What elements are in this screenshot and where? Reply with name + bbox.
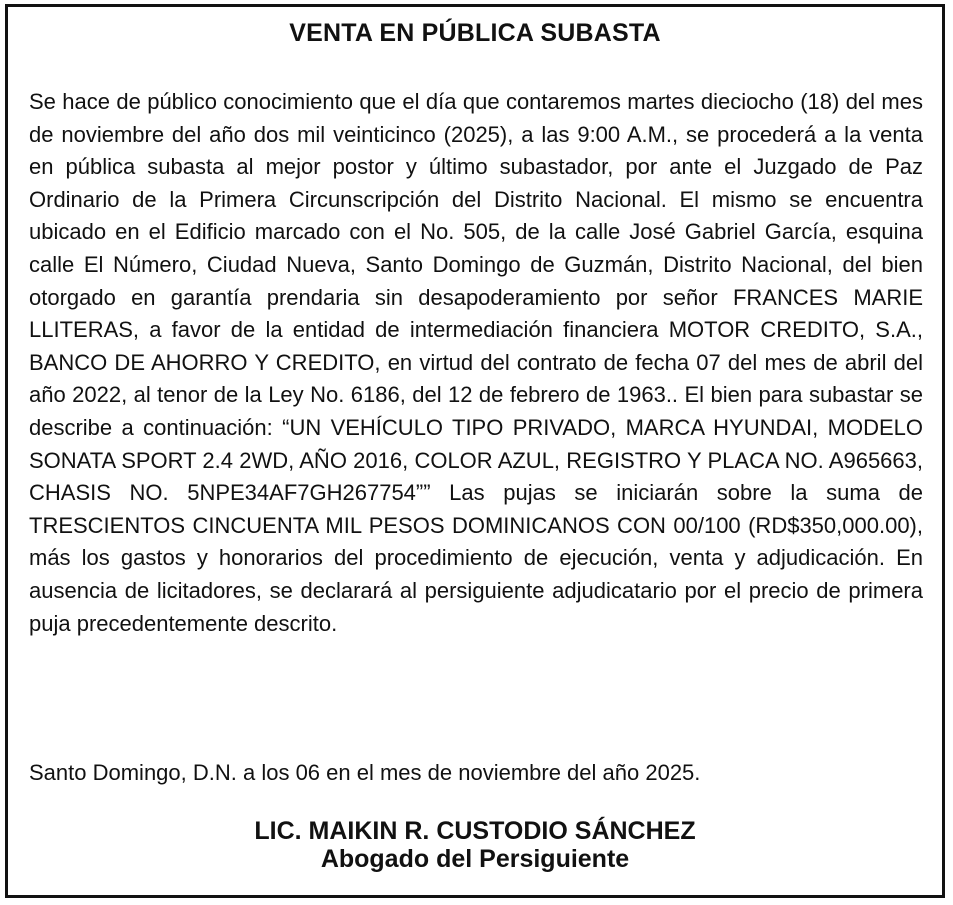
notice-title: VENTA EN PÚBLICA SUBASTA bbox=[289, 19, 661, 47]
notice-frame bbox=[5, 4, 945, 898]
notice-body: Se hace de público conocimiento que el día que contaremos martes dieciocho (18) del mes de noviembre del año dos mil veinticinco (2025), a las 9:00 A.M., se procederá a la venta en pública subasta al mejor postor y último subastador, por ante el Juzgado de Paz Ordinario de la Primera Circunscripción del Distrito Nacional. El mismo se encuentra ubicado en el Edificio marcado con el No. 505, de la calle José Gabriel García, esquina calle El Número, Ciudad Nueva, Santo Domingo de Guzmán, Distrito Nacional, del bien otorgado en garantía prendaria sin desapoderamiento por señor FRANCES MARIE LLITERAS, a favor de la entidad de intermediación financiera MOTOR CREDITO, S.A., BANCO DE AHORRO Y CREDITO, en virtud del contrato de fecha 07 del mes de abril del año 2022, al tenor de la Ley No. 6186, del 12 de febrero de 1963.. El bien para subastar se describe a continuación: “UN VEHÍCULO TIPO PRIVADO, MARCA HYUNDAI, MODELO SONATA SPORT 2.4 2WD, AÑO 2016, COLOR AZUL, REGISTRO Y PLACA NO. A965663, CHASIS NO. 5NPE34AF7GH267754”” Las pujas se iniciarán sobre la suma de TRESCIENTOS CINCUENTA MIL PESOS DOMINICANOS CON 00/100 (RD$350,000.00), más los gastos y honorarios del procedimiento de ejecución, venta y adjudicación. En ausencia de licitadores, se declarará al persiguiente adjudicatario por el precio de primera puja precedentemente descrito. bbox=[29, 89, 923, 636]
signatory-role: Abogado del Persiguiente bbox=[320, 845, 630, 873]
signatory-name: LIC. MAIKIN R. CUSTODIO SÁNCHEZ bbox=[254, 817, 696, 845]
notice-date-line: Santo Domingo, D.N. a los 06 en el mes de noviembre del año 2025. bbox=[29, 760, 701, 785]
